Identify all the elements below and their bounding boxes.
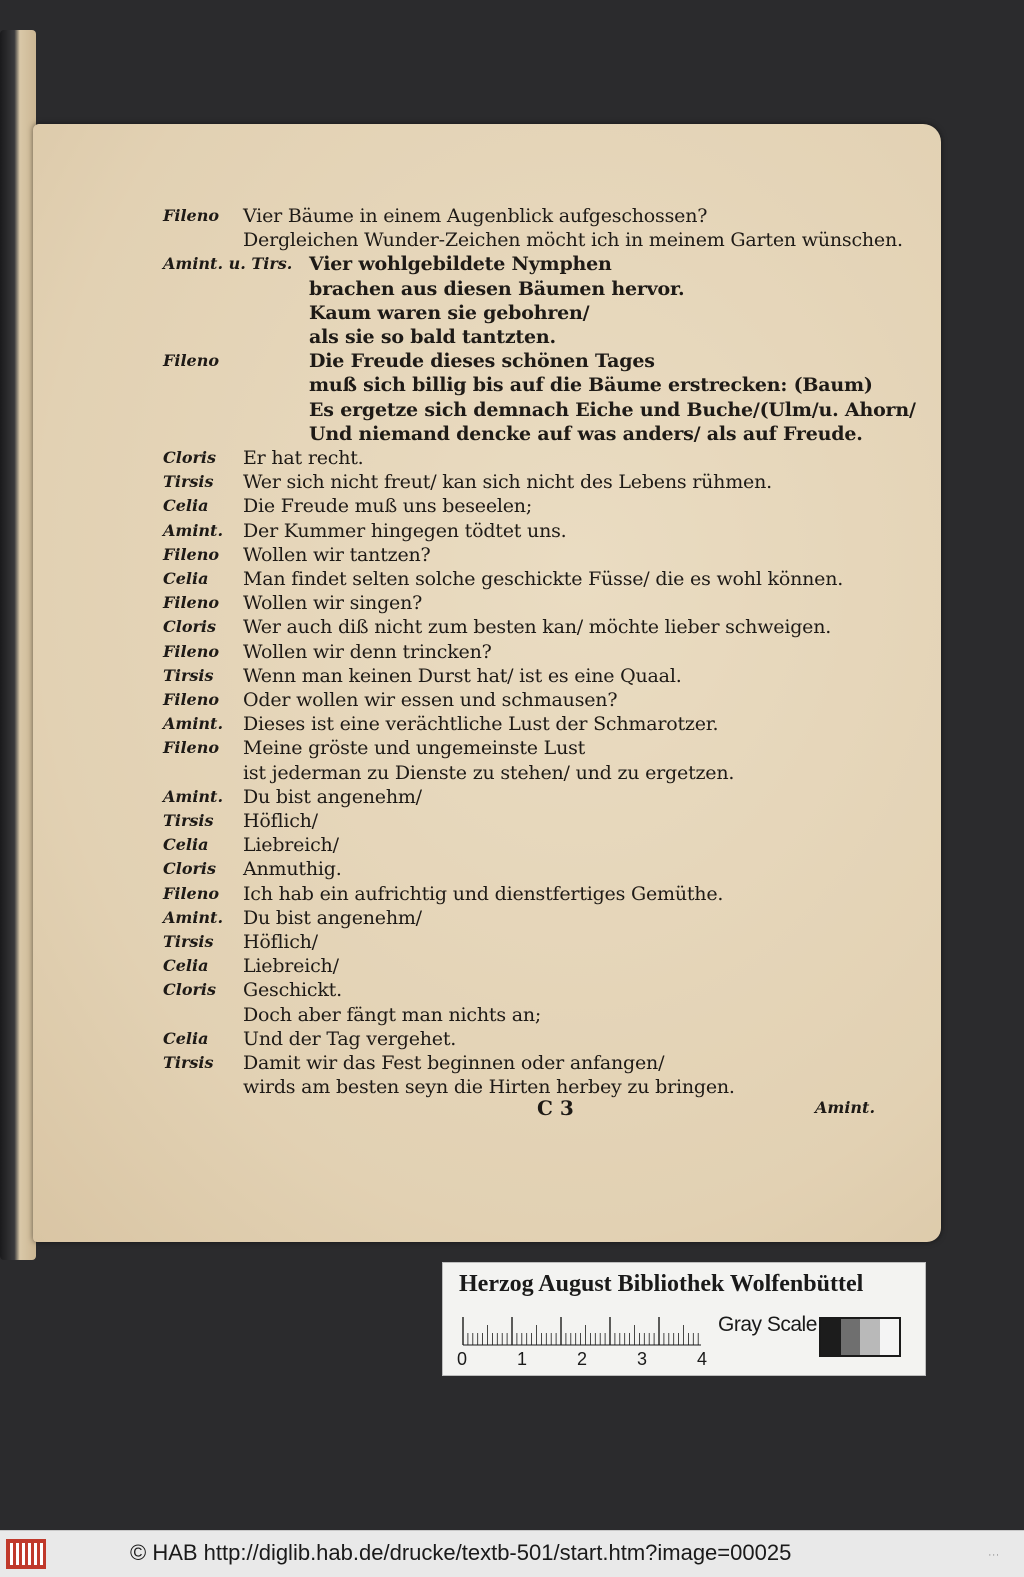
- speaker-name: Amint.: [163, 714, 224, 734]
- text-line: [163, 882, 923, 906]
- speaker-name: Tirsis: [163, 932, 214, 951]
- text-line: [163, 422, 923, 446]
- text-line: [163, 809, 923, 833]
- line-text: Und der Tag vergehet.: [243, 1027, 457, 1050]
- speaker-name: Fileno: [163, 544, 219, 564]
- speaker-name: Fileno: [163, 883, 219, 903]
- speaker-name: Tirsis: [163, 472, 214, 492]
- speaker-name: Celia: [163, 496, 209, 516]
- speaker-name: Celia: [163, 835, 209, 855]
- text-line: [163, 277, 923, 301]
- line-text: Und niemand dencke auf was anders/ als auf Freude.: [309, 422, 863, 445]
- ruler-number: 0: [457, 1349, 468, 1369]
- speaker-name: Cloris: [163, 617, 216, 637]
- speaker-name: Tirsis: [163, 665, 214, 685]
- speaker-name: Tirsis: [163, 1053, 214, 1072]
- text-line: [163, 1003, 923, 1027]
- book-spine: [0, 30, 36, 1260]
- text-line: [163, 761, 923, 785]
- speaker-name: Celia: [163, 569, 209, 588]
- hab-logo-icon: [6, 1539, 46, 1569]
- text-line: [163, 1027, 923, 1051]
- line-text: Wollen wir tantzen?: [243, 543, 431, 566]
- line-text: Man findet selten solche geschickte Füsse/ die es wohl können.: [243, 568, 844, 590]
- gray-swatch: [841, 1319, 861, 1355]
- line-text: Liebreich/: [243, 955, 339, 978]
- speaker-name: Amint.: [163, 520, 224, 540]
- line-text: Du bist angenehm/: [243, 906, 422, 929]
- speaker-name: Tirsis: [163, 811, 214, 830]
- gray-swatch: [821, 1319, 841, 1355]
- footer-dots: ···: [988, 1551, 1000, 1561]
- speaker-name: Amint. u. Tirs.: [163, 254, 293, 274]
- line-text: Wenn man keinen Durst hat/ ist es eine Quaal.: [243, 664, 682, 687]
- line-text: Wollen wir denn trincken?: [243, 640, 492, 663]
- line-text: Doch aber fängt man nichts an;: [243, 1003, 542, 1026]
- text-line: [163, 325, 923, 349]
- text-line: [163, 906, 923, 930]
- line-text: Höflich/: [243, 931, 318, 953]
- line-text: Es ergetze sich demnach Eiche und Buche/(Ulm/u. Ahorn/: [309, 398, 916, 421]
- line-text: Vier wohlgebildete Nymphen: [309, 253, 612, 276]
- text-line: [163, 301, 923, 325]
- line-text: Vier Bäume in einem Augenblick aufgeschossen?: [243, 205, 708, 227]
- line-text: wirds am besten seyn die Hirten herbey zu bringen.: [243, 1076, 735, 1099]
- text-line: [163, 543, 923, 567]
- ruler-number: 3: [637, 1349, 648, 1369]
- line-text: muß sich billig bis auf die Bäume erstrecken: (Baum): [309, 374, 873, 397]
- line-text: Wer sich nicht freut/ kan sich nicht des Lebens rühmen.: [243, 471, 772, 494]
- signature-mark: C 3: [537, 1096, 574, 1120]
- speaker-name: Fileno: [163, 351, 219, 371]
- text-line: [163, 736, 923, 760]
- speaker-name: Cloris: [163, 448, 216, 467]
- speaker-name: Cloris: [163, 859, 216, 879]
- text-line: [163, 252, 923, 276]
- line-text: Damit wir das Fest beginnen oder anfangen/: [243, 1052, 665, 1074]
- text-line: [163, 978, 923, 1002]
- text-line: [163, 615, 923, 639]
- line-text: Ich hab ein aufrichtig und dienstfertiges Gemüthe.: [243, 882, 724, 905]
- text-line: [163, 712, 923, 736]
- text-line: [163, 470, 923, 494]
- text-line: [163, 398, 923, 422]
- text-line: [163, 785, 923, 809]
- text-line: [163, 349, 923, 373]
- line-text: Kaum waren sie gebohren/: [309, 301, 590, 324]
- line-text: Die Freude dieses schönen Tages: [309, 350, 655, 373]
- line-text: Geschickt.: [243, 979, 342, 1002]
- line-text: Er hat recht.: [243, 447, 364, 469]
- speaker-name: Amint.: [163, 907, 224, 927]
- text-line: [163, 954, 923, 978]
- text-line: [163, 640, 923, 664]
- ruler-number: 2: [577, 1349, 588, 1369]
- line-text: ist jederman zu Dienste zu stehen/ und zu ergetzen.: [243, 761, 735, 784]
- speaker-name: Cloris: [163, 980, 216, 1000]
- ruler-scale: [461, 1317, 711, 1347]
- text-line: [163, 930, 923, 954]
- book-page: [33, 124, 941, 1242]
- speaker-name: Celia: [163, 1028, 209, 1048]
- text-line: [163, 567, 923, 591]
- speaker-name: Fileno: [163, 738, 219, 758]
- line-text: Anmuthig.: [243, 858, 342, 881]
- line-text: Liebreich/: [243, 834, 339, 857]
- ruler-number: 4: [697, 1349, 708, 1369]
- gray-scale-swatches: [819, 1317, 901, 1357]
- ruler-number: 1: [517, 1349, 528, 1369]
- text-line: [163, 519, 923, 543]
- text-line: [163, 373, 923, 397]
- text-line: [163, 833, 923, 857]
- line-text: Oder wollen wir essen und schmausen?: [243, 689, 618, 711]
- gray-scale-label: Gray Scale: [718, 1313, 817, 1336]
- text-line: [163, 494, 923, 518]
- speaker-name: Fileno: [163, 690, 219, 709]
- card-title: Herzog August Bibliothek Wolfenbüttel: [459, 1271, 864, 1297]
- color-scale-card: [442, 1262, 926, 1376]
- line-text: Der Kummer hingegen tödtet uns.: [243, 519, 567, 542]
- line-text: Wer auch diß nicht zum besten kan/ möchte lieber schweigen.: [243, 616, 832, 639]
- line-text: Die Freude muß uns beseelen;: [243, 495, 533, 518]
- speaker-name: Amint.: [163, 786, 224, 806]
- speaker-name: Fileno: [163, 206, 219, 225]
- text-line: [163, 688, 923, 712]
- line-text: Dieses ist eine verächtliche Lust der Schmarotzer.: [243, 713, 719, 736]
- gray-swatch: [880, 1319, 900, 1355]
- text-line: [163, 857, 923, 881]
- catchword: Amint.: [815, 1098, 876, 1117]
- text-line: [163, 228, 923, 252]
- speaker-name: Fileno: [163, 641, 219, 661]
- speaker-name: Fileno: [163, 593, 219, 613]
- text-line: [163, 204, 923, 228]
- footer-url[interactable]: © HAB http://diglib.hab.de/drucke/textb-501/start.htm?image=00025: [130, 1540, 792, 1565]
- line-text: Du bist angenehm/: [243, 785, 422, 808]
- line-text: brachen aus diesen Bäumen hervor.: [309, 277, 685, 300]
- line-text: Wollen wir singen?: [243, 592, 423, 615]
- line-text: Dergleichen Wunder-Zeichen möcht ich in meinem Garten wünschen.: [243, 229, 903, 252]
- line-text: Meine gröste und ungemeinste Lust: [243, 737, 586, 760]
- line-text: als sie so bald tantzten.: [309, 326, 556, 348]
- page-text: [33, 124, 941, 1242]
- text-line: [163, 664, 923, 688]
- gray-swatch: [860, 1319, 880, 1355]
- text-line: [163, 1051, 923, 1075]
- footer-bar: [0, 1530, 1024, 1577]
- text-line: [163, 591, 923, 615]
- speaker-name: Celia: [163, 956, 209, 976]
- line-text: Höflich/: [243, 810, 318, 832]
- text-line: [163, 446, 923, 470]
